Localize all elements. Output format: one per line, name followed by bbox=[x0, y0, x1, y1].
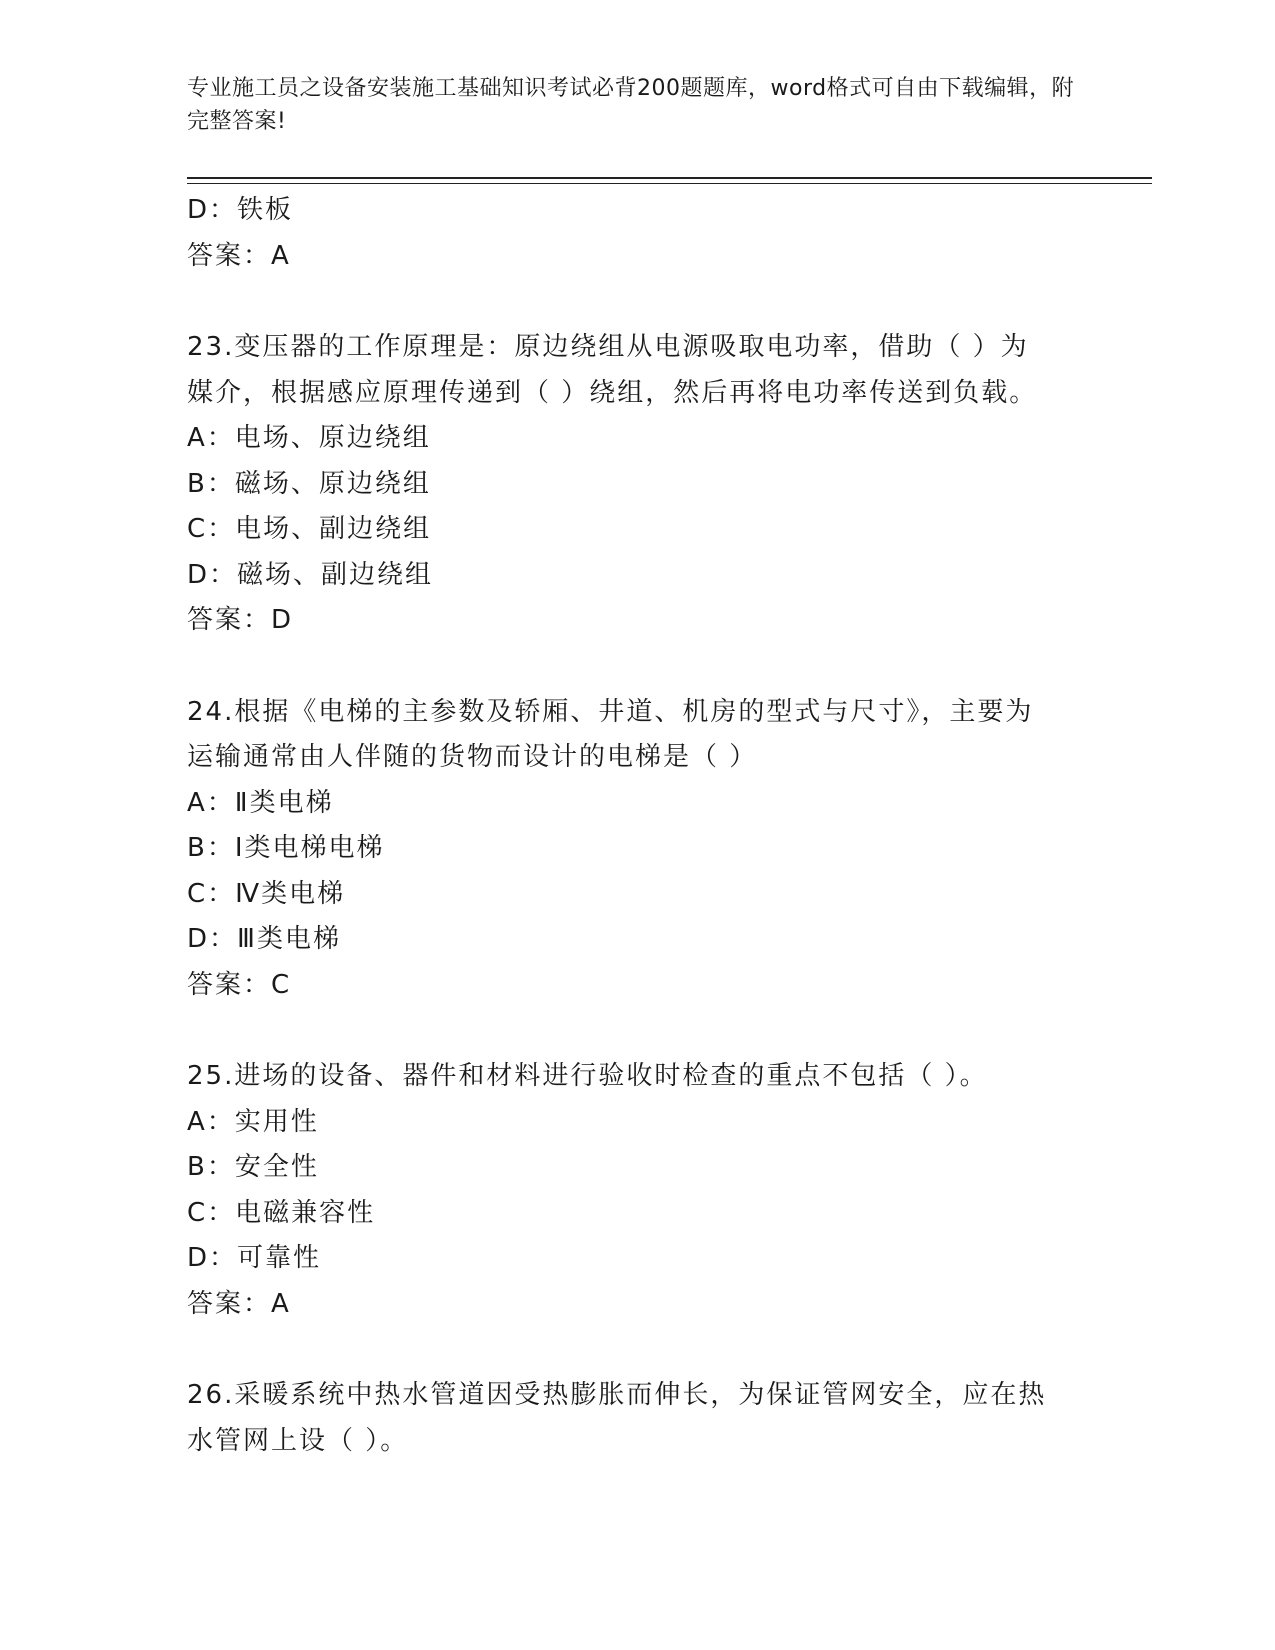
question-23 bbox=[187, 325, 1087, 644]
option-a: A：电场、原边绕组 bbox=[187, 423, 431, 453]
answer: 答案：C bbox=[187, 969, 292, 1000]
question-26 bbox=[187, 1373, 1087, 1464]
option-d: D：可靠性 bbox=[187, 1243, 322, 1273]
header-divider-thick bbox=[187, 177, 1152, 179]
spacer bbox=[187, 279, 1087, 325]
option-b: B：安全性 bbox=[187, 1152, 319, 1182]
question-content bbox=[187, 188, 1087, 1464]
question-stem-line: 运输通常由人伴随的货物而设计的电梯是（ ） bbox=[187, 742, 758, 772]
question-stem-line: 26.采暖系统中热水管道因受热膨胀而伸长，为保证管网安全，应在热 bbox=[187, 1380, 1047, 1410]
option-d: D：磁场、副边绕组 bbox=[187, 559, 434, 590]
header-divider-thin bbox=[187, 183, 1152, 184]
option-c: C：电场、副边绕组 bbox=[187, 514, 432, 544]
option-c: C：电磁兼容性 bbox=[187, 1197, 376, 1228]
question-stem-line: 25.进场的设备、器件和材料进行验收时检查的重点不包括（ ）。 bbox=[187, 1061, 988, 1091]
answer: 答案：D bbox=[187, 605, 294, 635]
answer: 答案：A bbox=[187, 1288, 291, 1319]
option-b: B：磁场、原边绕组 bbox=[187, 468, 431, 499]
question-stem-line: 水管网上设（ ）。 bbox=[187, 1425, 409, 1456]
option-d: D：Ⅲ类电梯 bbox=[187, 924, 341, 954]
previous-answer: 答案：A bbox=[187, 240, 291, 271]
spacer bbox=[187, 1008, 1087, 1054]
spacer bbox=[187, 1327, 1087, 1373]
question-stem-line: 23.变压器的工作原理是：原边绕组从电源吸取电功率，借助（ ）为 bbox=[187, 332, 1029, 362]
question-24 bbox=[187, 690, 1087, 1009]
document-header-title: 专业施工员之设备安装施工基础知识考试必背200题题库，word格式可自由下载编辑，附完整答案! bbox=[187, 76, 1075, 134]
option-a: A：实用性 bbox=[187, 1106, 319, 1137]
spacer bbox=[187, 644, 1087, 690]
question-25 bbox=[187, 1054, 1087, 1327]
option-b: B：Ⅰ类电梯电梯 bbox=[187, 833, 385, 863]
option-a: A：Ⅱ类电梯 bbox=[187, 787, 334, 818]
previous-option-d: D：铁板 bbox=[187, 195, 294, 225]
question-stem-line: 24.根据《电梯的主参数及轿厢、井道、机房的型式与尺寸》，主要为 bbox=[187, 696, 1034, 727]
option-c: C：Ⅳ类电梯 bbox=[187, 878, 346, 909]
question-stem-line: 媒介，根据感应原理传递到（ ）绕组，然后再将电功率传送到负载。 bbox=[187, 377, 1038, 408]
